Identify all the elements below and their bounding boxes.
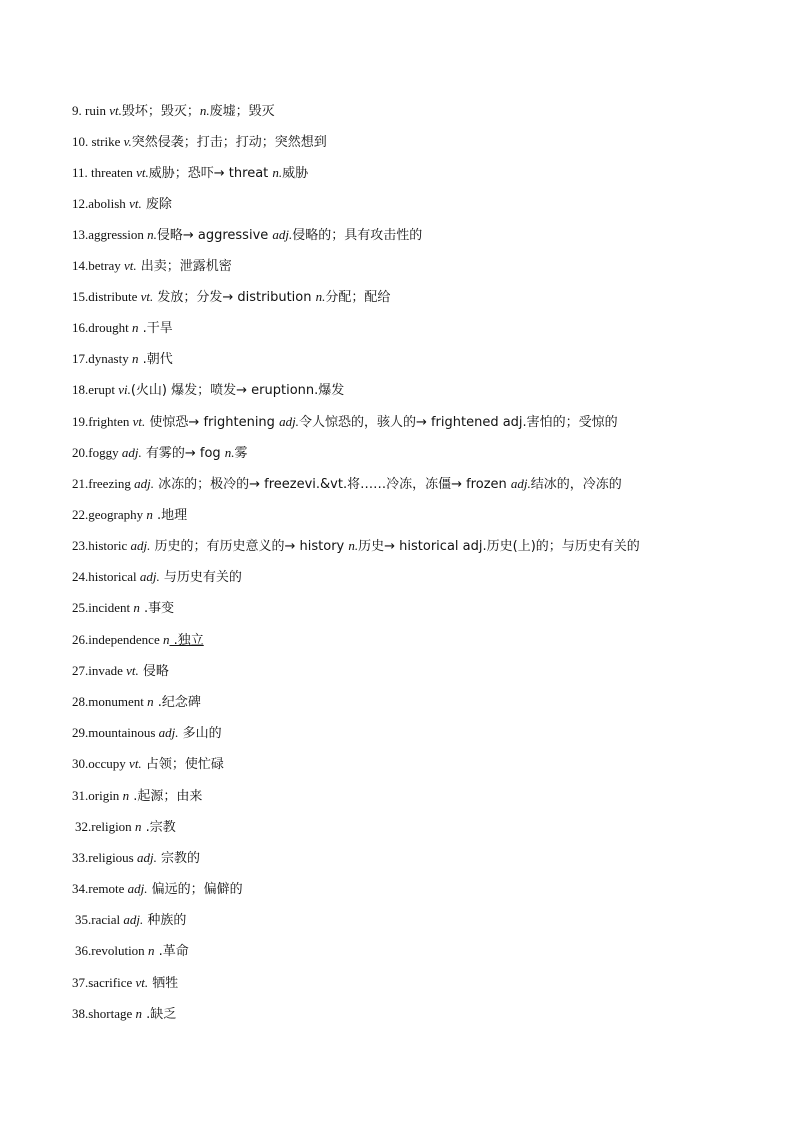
definition: .事变 — [139, 601, 175, 616]
part-of-speech: vt. — [126, 663, 139, 678]
vocab-word: 37.sacrifice — [72, 975, 136, 990]
part-of-speech: vt. — [140, 289, 154, 304]
vocab-entry — [72, 881, 243, 898]
part-of-speech: n — [162, 632, 170, 647]
vocab-entry — [72, 351, 173, 368]
definition: 威胁；恐吓→ threat — [148, 166, 273, 181]
vocab-entry — [72, 756, 224, 773]
vocab-word: 21.freezing — [72, 476, 135, 491]
vocab-entry — [72, 632, 204, 649]
vocab-entry — [72, 414, 618, 431]
definition: 侵略→ aggressive — [156, 228, 273, 243]
part-of-speech: vt. — [129, 196, 142, 211]
part-of-speech-secondary: adj. — [279, 414, 299, 429]
definition: 毁坏；毁灭； — [121, 104, 200, 119]
vocab-word: 20.foggy — [72, 445, 122, 460]
definition-secondary: 历史→ historical adj.历史(上)的；与历史有关的 — [358, 539, 640, 554]
definition: .地理 — [152, 508, 188, 523]
vocab-word: 19.frighten — [72, 414, 133, 429]
part-of-speech: adj. — [137, 850, 157, 865]
definition: 牺牲 — [148, 976, 179, 991]
vocab-word: 36.revolution — [75, 943, 148, 958]
vocab-entry — [72, 445, 248, 462]
part-of-speech: vt. — [109, 103, 122, 118]
part-of-speech-secondary: n. — [315, 289, 326, 304]
vocab-entry — [72, 476, 622, 493]
definition: 历史的；有历史意义的→ history — [150, 539, 349, 554]
definition: 出卖；泄露机密 — [136, 259, 232, 274]
vocab-entry — [75, 943, 189, 960]
part-of-speech-secondary: adj. — [272, 227, 293, 242]
definition: 发放；分发→ distribution — [153, 290, 316, 305]
vocab-word: 35.racial — [75, 912, 124, 927]
part-of-speech: adj. — [130, 538, 151, 553]
part-of-speech: n — [133, 600, 140, 615]
definition-secondary: 令人惊恐的，骇人的→ frightened adj.害怕的；受惊的 — [298, 415, 618, 430]
vocab-entry — [72, 694, 201, 711]
part-of-speech-secondary: n. — [272, 165, 283, 180]
vocab-entry — [72, 258, 232, 275]
vocab-word: 25.incident — [72, 600, 134, 615]
part-of-speech: vt. — [136, 165, 149, 180]
vocab-word: 28.monument — [72, 694, 148, 709]
part-of-speech: n — [122, 788, 130, 803]
vocab-word: 10. strike — [72, 134, 124, 149]
definition: 种族的 — [143, 913, 187, 928]
definition: .独立 — [169, 633, 204, 648]
definition: .纪念碑 — [153, 695, 201, 710]
part-of-speech-secondary: n. — [348, 538, 359, 553]
definition: 侵略 — [138, 664, 169, 679]
part-of-speech-secondary: adj. — [510, 476, 531, 491]
part-of-speech: vt. — [129, 756, 142, 771]
part-of-speech: adj. — [121, 445, 142, 460]
part-of-speech: n — [147, 943, 155, 958]
vocab-entry — [72, 1006, 176, 1023]
vocab-word: 24.historical — [72, 569, 140, 584]
vocab-entry — [72, 600, 174, 617]
definition: .宗教 — [141, 820, 176, 835]
definition: .缺乏 — [142, 1007, 177, 1022]
part-of-speech: n — [131, 351, 139, 366]
vocab-entry — [72, 975, 178, 992]
vocab-entry — [72, 663, 169, 680]
vocab-word: 22.geography — [72, 507, 147, 522]
vocab-entry — [72, 382, 344, 399]
definition: .干旱 — [138, 321, 173, 336]
definition: 占领；使忙碌 — [141, 757, 224, 772]
part-of-speech: n — [131, 320, 139, 335]
vocab-word: 29.mountainous — [72, 725, 159, 740]
part-of-speech: adj. — [139, 569, 160, 584]
part-of-speech: n. — [147, 227, 157, 242]
definition-secondary: 结冰的，冷冻的 — [530, 477, 622, 492]
definition: 偏远的；偏僻的 — [147, 882, 243, 897]
part-of-speech: vi. — [118, 382, 131, 397]
vocab-entry — [72, 320, 173, 337]
part-of-speech: n — [135, 1006, 143, 1021]
vocab-word: 23.historic — [72, 538, 131, 553]
part-of-speech: adj. — [127, 881, 148, 896]
part-of-speech-secondary: n. — [199, 103, 210, 118]
vocab-word: 11. threaten — [72, 165, 137, 180]
vocab-word: 27.invade — [72, 663, 127, 678]
part-of-speech: n — [147, 694, 154, 709]
vocab-entry — [75, 819, 176, 836]
definition-secondary: 废墟；毁灭 — [209, 104, 275, 119]
definition: 冰冻的；极冷的→ freezevi.&vt.将……冷冻，冻僵→ frozen — [153, 477, 511, 492]
vocab-word: 15.distribute — [72, 289, 141, 304]
part-of-speech: n — [146, 507, 153, 522]
part-of-speech: vt. — [123, 258, 137, 273]
vocab-entry — [72, 507, 187, 524]
definition: 废除 — [141, 197, 172, 212]
definition: 多山的 — [178, 726, 222, 741]
vocab-word: 18.erupt — [72, 382, 119, 397]
vocab-entry — [72, 227, 422, 244]
definition-secondary: 侵略的；具有攻击性的 — [292, 228, 423, 243]
definition: 突然侵袭；打击；打动；突然想到 — [131, 135, 327, 150]
vocab-entry — [72, 538, 640, 555]
part-of-speech: adj. — [158, 725, 179, 740]
definition: (火山) 爆发；喷发→ eruptionn.爆发 — [130, 383, 345, 398]
vocab-entry — [72, 788, 202, 805]
definition: .起源；由来 — [129, 789, 203, 804]
vocab-word: 31.origin — [72, 788, 123, 803]
vocab-word: 38.shortage — [72, 1006, 136, 1021]
definition: .朝代 — [138, 352, 173, 367]
part-of-speech: n — [134, 819, 142, 834]
definition-secondary: 分配；配给 — [325, 290, 391, 305]
vocab-entry — [72, 725, 222, 742]
vocab-entry — [72, 103, 275, 120]
vocab-word: 17.dynasty — [72, 351, 132, 366]
vocab-entry — [75, 912, 186, 929]
vocab-word: 34.remote — [72, 881, 128, 896]
vocab-word: 9. ruin — [72, 103, 110, 118]
definition-secondary: 雾 — [234, 446, 248, 461]
definition-secondary: 威胁 — [282, 166, 309, 181]
vocab-word: 14.betray — [72, 258, 124, 273]
definition: 宗教的 — [156, 851, 201, 866]
part-of-speech: vt. — [135, 975, 149, 990]
part-of-speech: vt. — [132, 414, 146, 429]
vocab-word: 16.drought — [72, 320, 132, 335]
definition: 使惊恐→ frightening — [145, 415, 280, 430]
vocab-entry — [72, 196, 172, 213]
vocab-word: 12.abolish — [72, 196, 130, 211]
part-of-speech: adj. — [123, 912, 144, 927]
vocab-word: 32.religion — [75, 819, 135, 834]
vocab-word: 33.religious — [72, 850, 137, 865]
part-of-speech-secondary: n. — [224, 445, 235, 460]
part-of-speech: adj. — [134, 476, 154, 491]
vocab-entry — [72, 134, 327, 151]
vocab-word: 13.aggression — [72, 227, 148, 242]
definition: 与历史有关的 — [159, 570, 242, 585]
definition: 有雾的→ fog — [141, 446, 225, 461]
vocab-entry — [72, 569, 242, 586]
vocab-entry — [72, 289, 390, 306]
vocab-word: 26.independence — [72, 632, 163, 647]
vocab-entry — [72, 850, 200, 867]
vocab-entry — [72, 165, 308, 182]
vocab-word: 30.occupy — [72, 756, 130, 771]
part-of-speech: v. — [123, 134, 132, 149]
definition: .革命 — [154, 944, 189, 959]
